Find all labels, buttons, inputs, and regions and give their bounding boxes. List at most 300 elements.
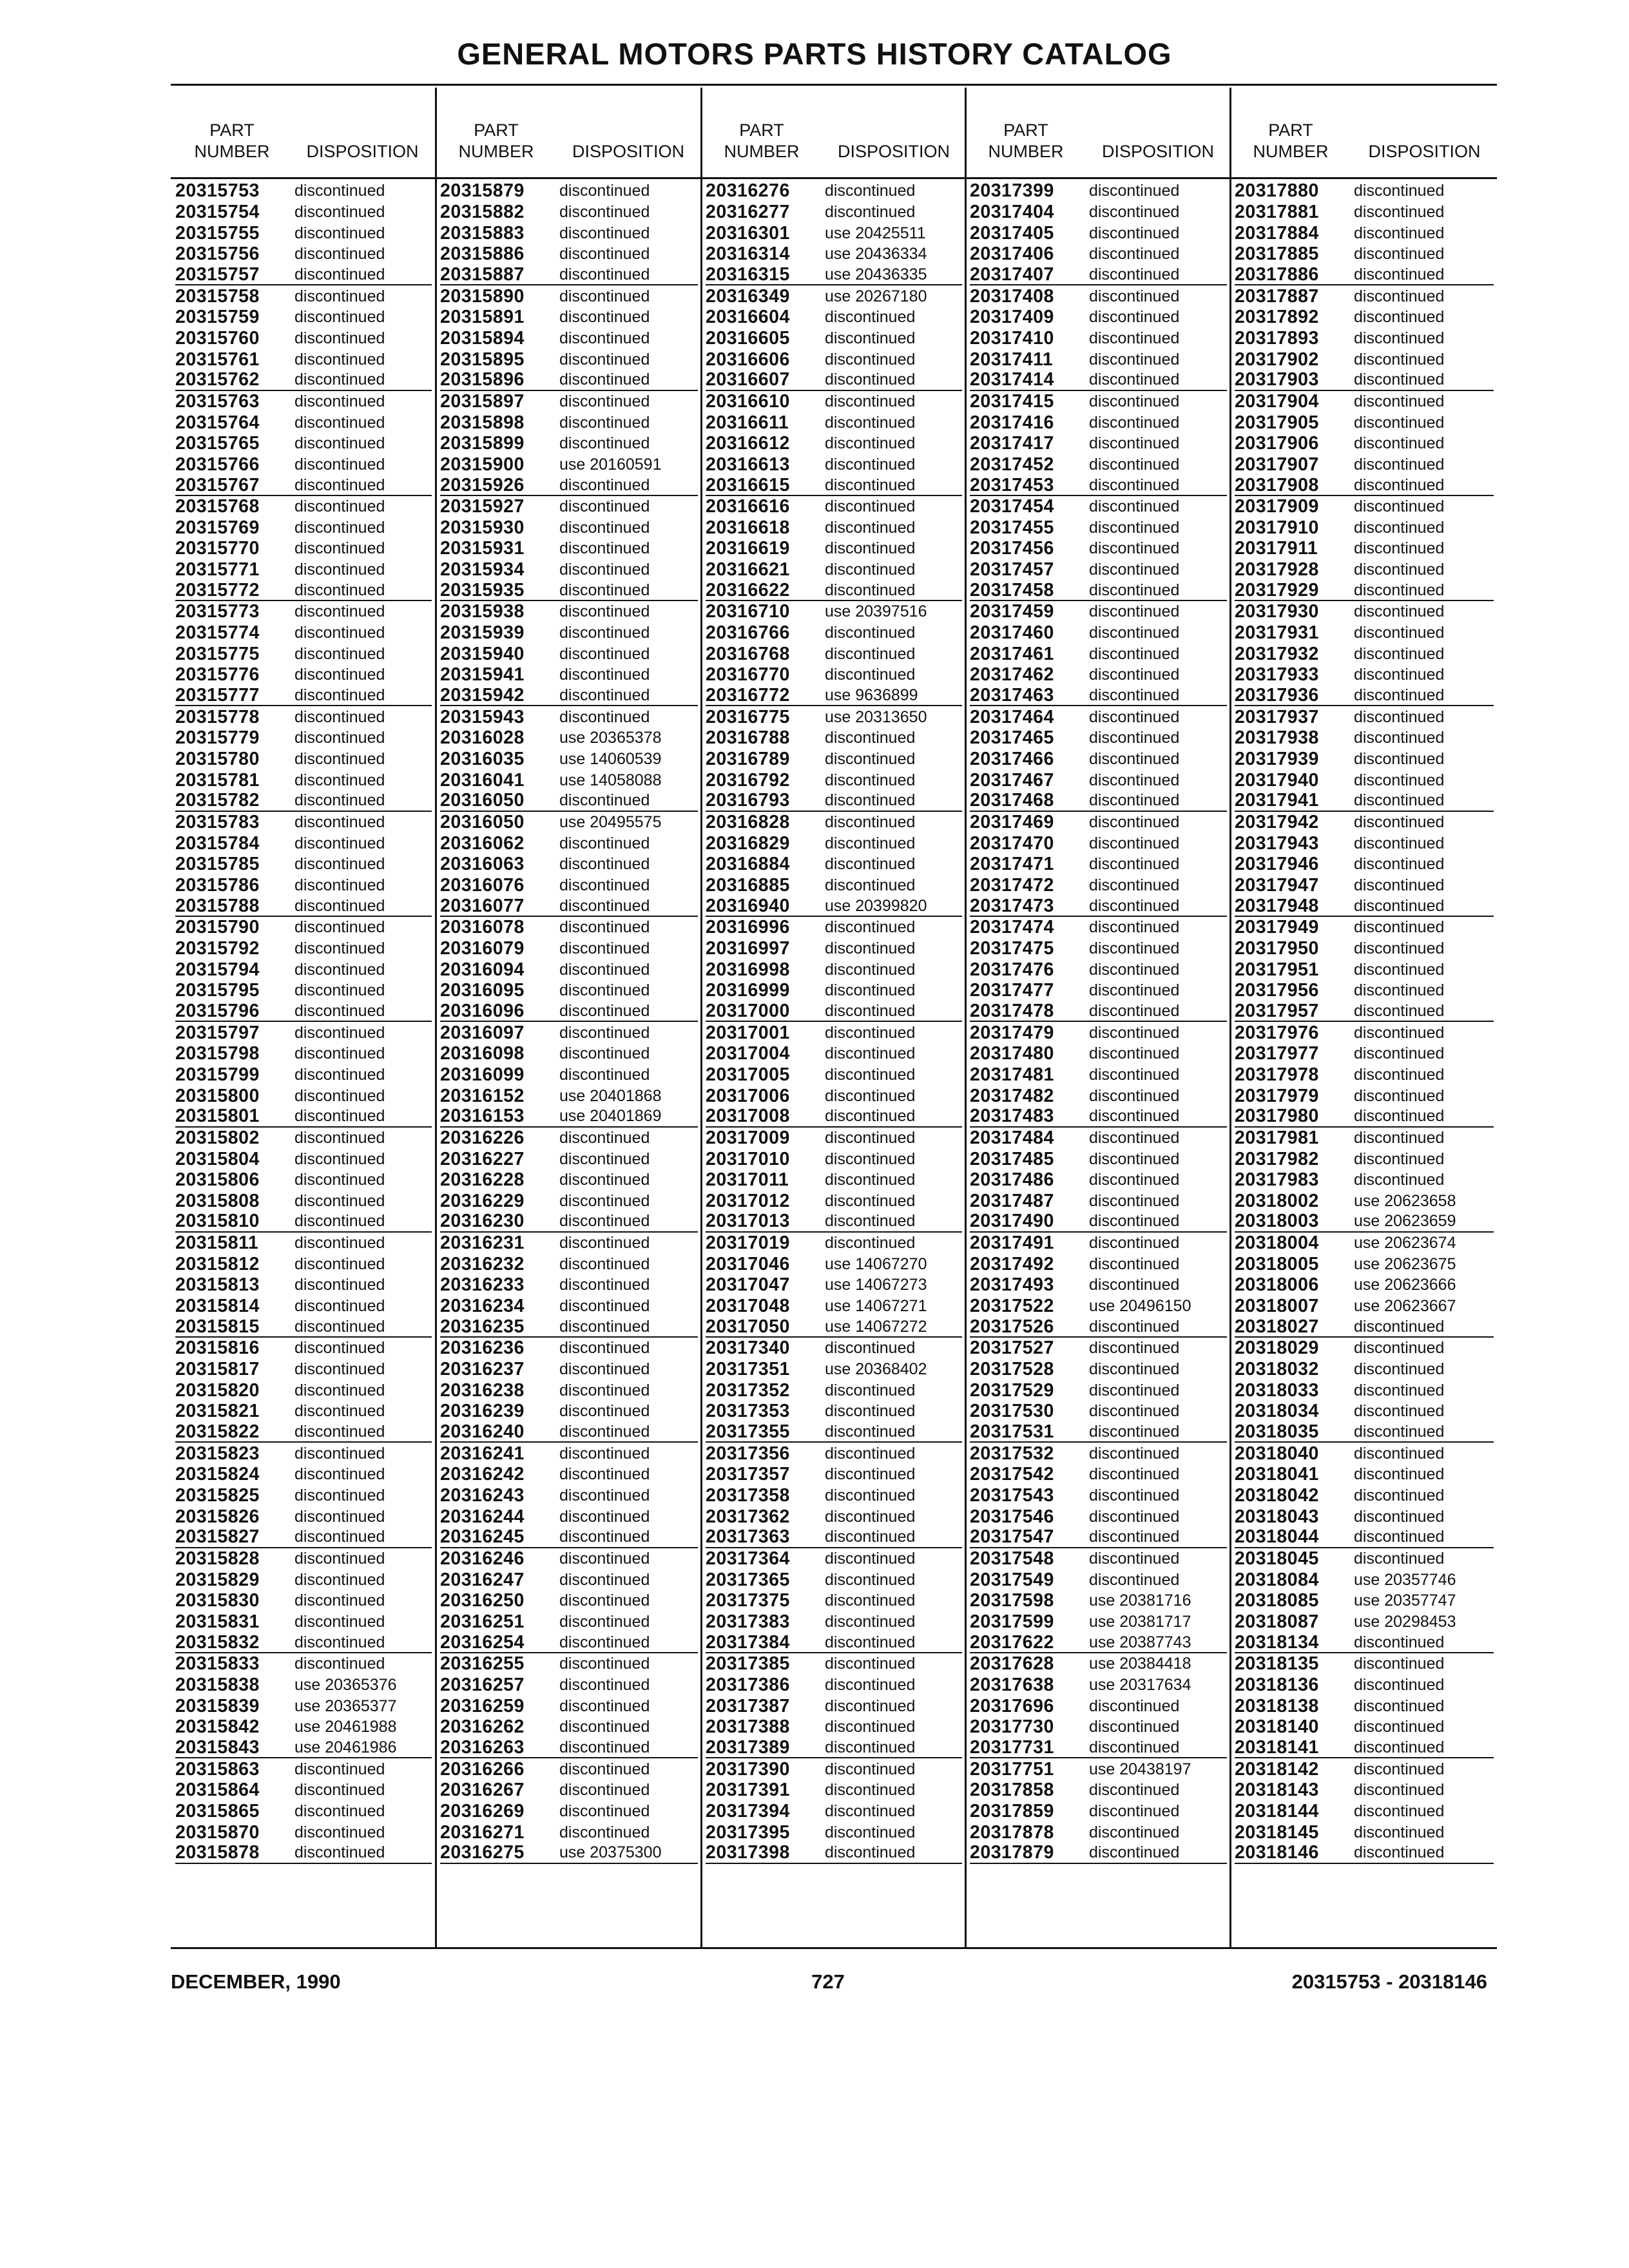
table-row [706, 1253, 962, 1274]
disposition: discontinued [294, 666, 385, 684]
table-row [440, 328, 698, 349]
disposition: discontinued [559, 855, 650, 874]
disposition-header: DISPOSITION [1101, 142, 1215, 161]
disposition: discontinued [825, 539, 916, 558]
disposition: discontinued [294, 771, 385, 789]
part-number: 20317936 [1235, 685, 1319, 706]
disposition: discontinued [294, 791, 385, 810]
table-row [175, 1611, 432, 1633]
table-row [1235, 1443, 1494, 1464]
table-row [175, 1233, 432, 1254]
part-number: 20315756 [175, 244, 260, 265]
table-row [970, 875, 1227, 896]
table-row [440, 1064, 698, 1086]
disposition: discontinued [825, 1444, 916, 1463]
part-number: 20316612 [706, 433, 790, 454]
part-number: 20318035 [1235, 1421, 1319, 1443]
part-number: 20318146 [1235, 1842, 1319, 1863]
part-number: 20318032 [1235, 1359, 1319, 1380]
part-number: 20317464 [970, 706, 1054, 727]
disposition: discontinued [1089, 561, 1180, 579]
disposition: discontinued [294, 960, 385, 979]
part-number: 20317391 [706, 1780, 790, 1801]
disposition: discontinued [1354, 855, 1445, 874]
disposition: discontinued [294, 1212, 385, 1231]
part-number: 20316766 [706, 622, 790, 644]
table-row [440, 1233, 698, 1254]
part-number: 20317526 [970, 1316, 1054, 1337]
disposition: discontinued [1089, 1549, 1180, 1568]
disposition-header: DISPOSITION [306, 142, 419, 161]
table-row [706, 875, 962, 896]
part-number: 20316063 [440, 854, 525, 875]
table-row [706, 1758, 962, 1780]
part-number: 20316232 [440, 1253, 525, 1274]
disposition: discontinued [559, 1423, 650, 1441]
part-number: 20317390 [706, 1758, 790, 1780]
part-number: 20318005 [1235, 1253, 1319, 1274]
table-row [1235, 1738, 1494, 1759]
disposition: use 20461986 [294, 1738, 397, 1756]
table-row [1235, 1485, 1494, 1506]
disposition: discontinued [825, 434, 916, 453]
part-number: 20315832 [175, 1631, 260, 1653]
part-number: 20318044 [1235, 1526, 1319, 1548]
table-row [706, 1022, 962, 1043]
part-number: 20316276 [706, 180, 790, 202]
part-number: 20318140 [1235, 1716, 1319, 1738]
disposition: discontinued [294, 455, 385, 474]
table-row [970, 433, 1227, 454]
table-row [706, 559, 962, 581]
disposition: discontinued [1354, 918, 1445, 937]
part-number: 20316097 [440, 1022, 525, 1043]
table-row [440, 1191, 698, 1212]
disposition: discontinued [559, 1065, 650, 1084]
disposition: discontinued [294, 834, 385, 852]
part-number: 20317362 [706, 1506, 790, 1527]
table-row [970, 727, 1227, 749]
table-row [1235, 1695, 1494, 1716]
part-number: 20316244 [440, 1506, 525, 1527]
disposition: discontinued [294, 750, 385, 769]
disposition: discontinued [825, 308, 916, 327]
disposition: discontinued [559, 224, 650, 242]
disposition: discontinued [1089, 1738, 1180, 1756]
column-divider [700, 88, 702, 1948]
disposition: discontinued [559, 182, 650, 200]
part-number: 20315763 [175, 390, 260, 412]
table-row [440, 601, 698, 622]
table-row [440, 202, 698, 223]
part-number: 20317005 [706, 1064, 790, 1085]
table-row [706, 1632, 962, 1653]
disposition: discontinued [1354, 1065, 1445, 1084]
disposition: discontinued [1089, 1339, 1180, 1358]
part-number: 20316230 [440, 1211, 525, 1232]
part-number: 20318143 [1235, 1780, 1319, 1801]
table-row [440, 475, 698, 496]
table-row [706, 1401, 962, 1422]
disposition-header: DISPOSITION [837, 142, 950, 161]
table-row [970, 643, 1227, 664]
table-row [970, 896, 1227, 917]
disposition: discontinued [1354, 1381, 1445, 1399]
table-row [440, 349, 698, 370]
part-number: 20315788 [175, 895, 260, 916]
table-row [440, 222, 698, 244]
part-number: 20316267 [440, 1780, 525, 1801]
disposition: discontinued [1354, 561, 1445, 579]
parts-column [175, 180, 432, 1864]
table-row [706, 1359, 962, 1380]
disposition: discontinued [1089, 729, 1180, 747]
part-number: 20315820 [175, 1379, 260, 1401]
table-row [440, 454, 698, 476]
table-row [440, 580, 698, 601]
disposition: discontinued [559, 1633, 650, 1651]
table-row [706, 222, 962, 244]
disposition: discontinued [294, 1444, 385, 1463]
disposition: discontinued [294, 1065, 385, 1084]
table-row [706, 643, 962, 664]
part-number: 20316315 [706, 264, 790, 285]
part-number: 20317599 [970, 1611, 1054, 1632]
part-number: 20317885 [1235, 244, 1319, 265]
disposition: discontinued [1089, 308, 1180, 327]
part-number: 20315810 [175, 1211, 260, 1232]
table-row [706, 601, 962, 622]
table-row [706, 1233, 962, 1254]
part-number: 20317938 [1235, 727, 1319, 749]
table-row [1235, 265, 1494, 286]
part-number: 20317019 [706, 1233, 790, 1254]
table-row [1235, 1296, 1494, 1317]
part-number: 20317383 [706, 1611, 790, 1632]
part-number: 20317453 [970, 474, 1054, 495]
part-number: 20317957 [1235, 1000, 1319, 1021]
table-row [970, 1716, 1227, 1738]
part-number: 20315887 [440, 264, 525, 285]
table-row [440, 791, 698, 812]
table-row [706, 812, 962, 833]
disposition: discontinued [1089, 392, 1180, 410]
disposition: discontinued [825, 1171, 916, 1189]
table-row [175, 1801, 432, 1822]
table-row [175, 1274, 432, 1296]
disposition: discontinued [825, 1823, 916, 1841]
table-row [1235, 580, 1494, 601]
disposition: use 20357747 [1354, 1591, 1456, 1610]
table-row [706, 454, 962, 476]
table-row [970, 917, 1227, 938]
disposition: discontinued [559, 1128, 650, 1147]
table-row [970, 1106, 1227, 1128]
part-number: 20315817 [175, 1359, 260, 1380]
part-number: 20316615 [706, 474, 790, 495]
table-row [1235, 1632, 1494, 1653]
disposition: discontinued [559, 1823, 650, 1841]
disposition: discontinued [559, 202, 650, 221]
table-row [440, 1632, 698, 1653]
part-number: 20316940 [706, 895, 790, 916]
table-row [440, 1274, 698, 1296]
part-number: 20316094 [440, 959, 525, 980]
disposition: discontinued [825, 1612, 916, 1631]
part-number: 20317887 [1235, 285, 1319, 307]
table-row [175, 1296, 432, 1317]
table-row [1235, 517, 1494, 539]
table-row [1235, 307, 1494, 328]
table-row [1235, 1548, 1494, 1570]
parts-column [970, 180, 1227, 1864]
part-number: 20315806 [175, 1169, 260, 1191]
disposition: discontinued [1354, 370, 1445, 389]
disposition: discontinued [294, 1507, 385, 1526]
footer-page-number: 727 [811, 1970, 845, 1993]
table-row [175, 1085, 432, 1106]
disposition: discontinued [1354, 1339, 1445, 1358]
part-number: 20315815 [175, 1316, 260, 1337]
part-number: 20317476 [970, 959, 1054, 980]
table-row [706, 749, 962, 770]
table-row [706, 538, 962, 559]
part-number: 20315757 [175, 264, 260, 285]
disposition: discontinued [825, 1212, 916, 1231]
part-number: 20316607 [706, 369, 790, 390]
table-row [1235, 1001, 1494, 1023]
part-number: 20317479 [970, 1022, 1054, 1043]
disposition: discontinued [1354, 1149, 1445, 1168]
table-row [970, 1527, 1227, 1548]
disposition: discontinued [294, 434, 385, 453]
part-number: 20316277 [706, 201, 790, 222]
table-row [175, 391, 432, 412]
part-number: 20315800 [175, 1085, 260, 1106]
part-number: 20315890 [440, 285, 525, 307]
table-row [440, 559, 698, 581]
part-number: 20317493 [970, 1274, 1054, 1296]
disposition: discontinued [294, 1191, 385, 1210]
disposition: discontinued [1089, 1507, 1180, 1526]
part-number: 20316226 [440, 1127, 525, 1148]
table-row [1235, 1716, 1494, 1738]
disposition: discontinued [1354, 1718, 1445, 1736]
disposition: discontinued [294, 729, 385, 747]
part-number: 20316035 [440, 749, 525, 770]
disposition: discontinued [825, 202, 916, 221]
disposition: discontinued [1089, 1086, 1180, 1105]
part-number: 20317880 [1235, 180, 1319, 202]
disposition: discontinued [1089, 918, 1180, 937]
part-number: 20316611 [706, 412, 789, 433]
part-number: 20318142 [1235, 1758, 1319, 1780]
part-number: 20315794 [175, 959, 260, 980]
disposition: discontinued [294, 1360, 385, 1379]
disposition: discontinued [294, 644, 385, 663]
disposition: discontinued [825, 666, 916, 684]
table-row [1235, 180, 1494, 202]
disposition: discontinued [1354, 265, 1445, 284]
part-number: 20317886 [1235, 264, 1319, 285]
part-number: 20316247 [440, 1569, 525, 1590]
table-row [970, 812, 1227, 833]
disposition: discontinued [1354, 1696, 1445, 1715]
disposition: discontinued [1354, 413, 1445, 432]
part-number: 20317598 [970, 1590, 1054, 1611]
table-row [440, 1843, 698, 1864]
table-row [970, 349, 1227, 370]
table-row [175, 1506, 432, 1527]
table-row [970, 980, 1227, 1001]
table-row [1235, 285, 1494, 307]
table-row [706, 706, 962, 727]
disposition: discontinued [1089, 1718, 1180, 1736]
disposition-header: DISPOSITION [1368, 142, 1481, 161]
table-row [175, 1843, 432, 1864]
disposition: use 20401868 [559, 1086, 662, 1105]
table-row [706, 896, 962, 917]
part-number: 20315942 [440, 685, 525, 706]
part-number: 20317730 [970, 1716, 1054, 1738]
table-row [175, 1211, 432, 1233]
part-number: 20317492 [970, 1253, 1054, 1274]
part-number: 20315878 [175, 1842, 260, 1863]
disposition: discontinued [1354, 602, 1445, 621]
part-number: 20315930 [440, 517, 525, 538]
table-row [706, 1128, 962, 1149]
part-number: 20317340 [706, 1338, 790, 1359]
table-row [970, 180, 1227, 202]
table-row [1235, 1843, 1494, 1864]
disposition: discontinued [294, 1655, 385, 1673]
table-row [970, 938, 1227, 959]
footer-date: DECEMBER, 1990 [171, 1970, 341, 1993]
table-row [440, 1821, 698, 1843]
part-number: 20315778 [175, 706, 260, 727]
disposition: discontinued [1354, 1760, 1445, 1778]
part-number: 20317941 [1235, 790, 1319, 811]
table-row [706, 1843, 962, 1864]
disposition: discontinued [559, 581, 650, 599]
table-row [440, 1379, 698, 1401]
table-row [970, 664, 1227, 686]
disposition: discontinued [1354, 329, 1445, 347]
part-number: 20317469 [970, 812, 1054, 833]
part-number: 20316606 [706, 349, 790, 370]
part-number: 20317911 [1235, 538, 1318, 559]
disposition: discontinued [294, 287, 385, 305]
disposition: use 20365376 [294, 1675, 397, 1694]
table-row [440, 832, 698, 854]
table-row [706, 1169, 962, 1191]
part-number: 20317046 [706, 1253, 790, 1274]
table-row [440, 1253, 698, 1274]
table-row [1235, 643, 1494, 664]
table-row [440, 622, 698, 644]
table-row [440, 1211, 698, 1233]
table-row [970, 832, 1227, 854]
disposition: discontinued [1354, 224, 1445, 242]
disposition: discontinued [1354, 1128, 1445, 1147]
table-row [970, 1506, 1227, 1527]
table-row [706, 1338, 962, 1359]
table-row [706, 1085, 962, 1106]
disposition: discontinued [294, 1171, 385, 1189]
part-number: 20315883 [440, 222, 525, 244]
table-row [1235, 706, 1494, 727]
disposition: discontinued [559, 1549, 650, 1568]
part-number: 20317048 [706, 1296, 790, 1317]
table-row [175, 1590, 432, 1611]
disposition: discontinued [825, 518, 916, 537]
part-number: 20317415 [970, 390, 1054, 412]
part-number: 20316235 [440, 1316, 525, 1337]
disposition: discontinued [1354, 287, 1445, 305]
part-number: 20317011 [706, 1169, 789, 1191]
table-row [440, 370, 698, 391]
disposition: discontinued [1354, 876, 1445, 894]
table-row [970, 1211, 1227, 1233]
disposition: discontinued [559, 1001, 650, 1020]
part-number: 20315831 [175, 1611, 260, 1632]
table-row [970, 1191, 1227, 1212]
part-number: 20316829 [706, 832, 790, 854]
disposition: discontinued [559, 308, 650, 327]
table-row [706, 1695, 962, 1716]
table-row [175, 1338, 432, 1359]
part-number: 20316789 [706, 749, 790, 770]
part-number: 20317546 [970, 1506, 1054, 1527]
table-row [175, 1022, 432, 1043]
disposition: discontinued [559, 265, 650, 284]
table-row [440, 307, 698, 328]
table-row [1235, 1085, 1494, 1106]
part-number: 20317389 [706, 1736, 790, 1758]
table-row [175, 1758, 432, 1780]
part-number: 20315795 [175, 980, 260, 1001]
table-row [970, 1758, 1227, 1780]
disposition: discontinued [294, 245, 385, 264]
table-row [1235, 328, 1494, 349]
disposition: discontinued [1089, 1444, 1180, 1463]
part-number: 20315822 [175, 1421, 260, 1443]
part-number: 20317549 [970, 1569, 1054, 1590]
part-number: 20316775 [706, 706, 790, 727]
disposition: discontinued [559, 1655, 650, 1673]
disposition: discontinued [1089, 813, 1180, 832]
table-row [706, 664, 962, 686]
table-row [175, 686, 432, 707]
part-number: 20317929 [1235, 579, 1319, 601]
part-number: 20316152 [440, 1085, 525, 1106]
disposition: discontinued [1089, 413, 1180, 432]
part-number: 20317473 [970, 895, 1054, 916]
part-number: 20318041 [1235, 1464, 1319, 1485]
table-row [970, 601, 1227, 622]
part-number: 20318144 [1235, 1800, 1319, 1821]
part-number: 20315792 [175, 937, 260, 959]
disposition: discontinued [294, 497, 385, 516]
part-number: 20317001 [706, 1022, 790, 1043]
disposition: discontinued [825, 729, 916, 747]
disposition: discontinued [1354, 834, 1445, 852]
table-row [1235, 1064, 1494, 1086]
table-row [175, 349, 432, 370]
table-row [1235, 896, 1494, 917]
table-row [175, 1780, 432, 1801]
table-row [440, 180, 698, 202]
